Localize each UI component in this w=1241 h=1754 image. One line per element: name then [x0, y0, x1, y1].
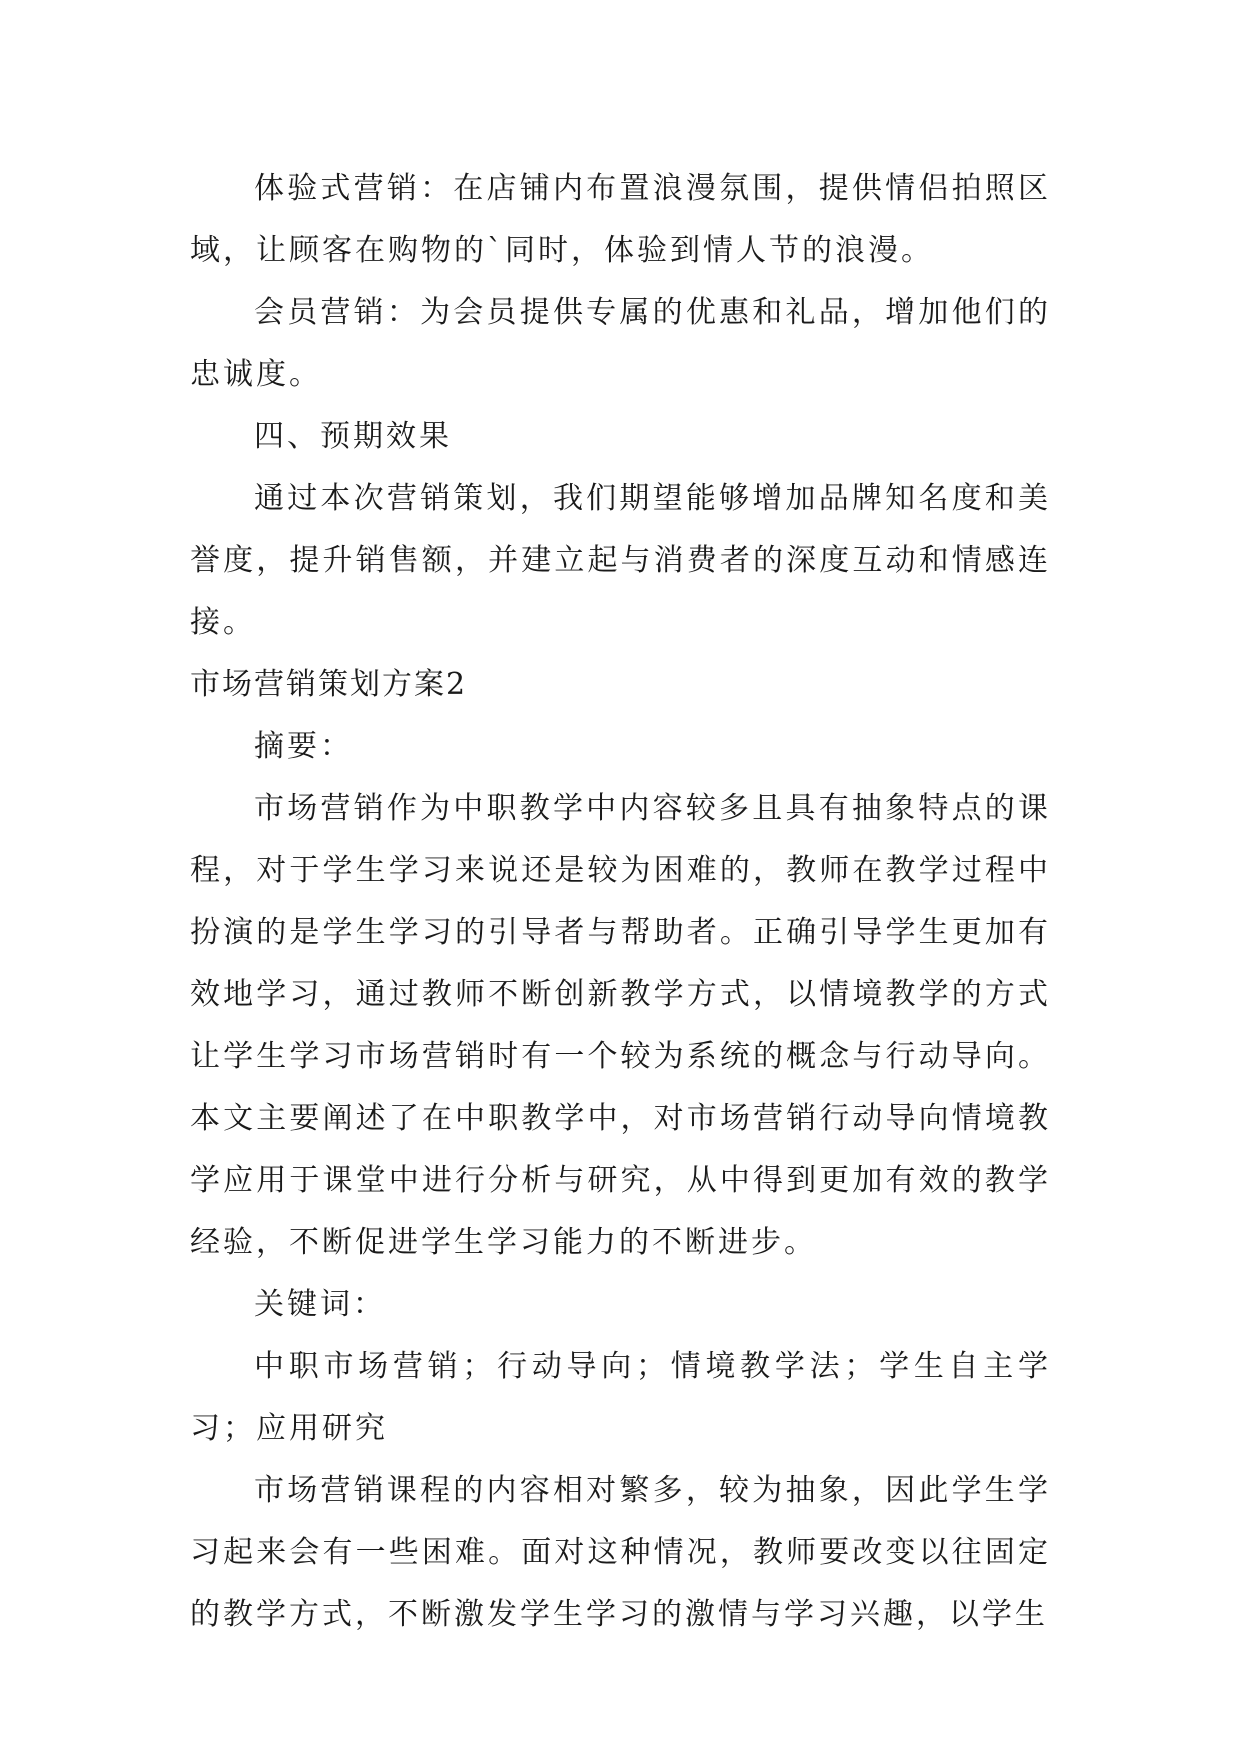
abstract-heading: 摘要： [254, 729, 353, 764]
paragraph-course-intro: 市场营销课程的内容相对繁多，较为抽象，因此学生学习起来会有一些困难。面对这种情况，教师要改变以往固定的教学方式，不断激发学生学习的激情与学习兴趣，以学生 [190, 1473, 1051, 1632]
document-page [190, 158, 1051, 1646]
paragraph-keywords: 中职市场营销；行动导向；情境教学法；学生自主学习；应用研究 [190, 1349, 1051, 1446]
paragraph-abstract: 市场营销作为中职教学中内容较多且具有抽象特点的课程，对于学生学习来说还是较为困难的，教师在教学过程中扮演的是学生学习的引导者与帮助者。正确引导学生更加有效地学习，通过教师不断创新教学方式，以情境教学的方式让学生学习市场营销时有一个较为系统的概念与行动导向。本文主要阐述了在中职教学中，对市场营销行动导向情境教学应用于课堂中进行分析与研究，从中得到更加有效的教学经验，不断促进学生学习能力的不断进步。 [190, 791, 1051, 1260]
section-heading-expected-results: 四、预期效果 [254, 419, 452, 454]
document-title: 市场营销策划方案2 [190, 667, 468, 702]
keywords-heading: 关键词： [254, 1287, 386, 1322]
paragraph-member-marketing: 会员营销：为会员提供专属的优惠和礼品，增加他们的忠诚度。 [190, 295, 1051, 392]
paragraph-expected-results: 通过本次营销策划，我们期望能够增加品牌知名度和美誉度，提升销售额，并建立起与消费者的深度互动和情感连接。 [190, 481, 1051, 640]
paragraph-experiential-marketing: 体验式营销：在店铺内布置浪漫氛围，提供情侣拍照区域，让顾客在购物的`同时，体验到情人节的浪漫。 [190, 171, 1051, 268]
